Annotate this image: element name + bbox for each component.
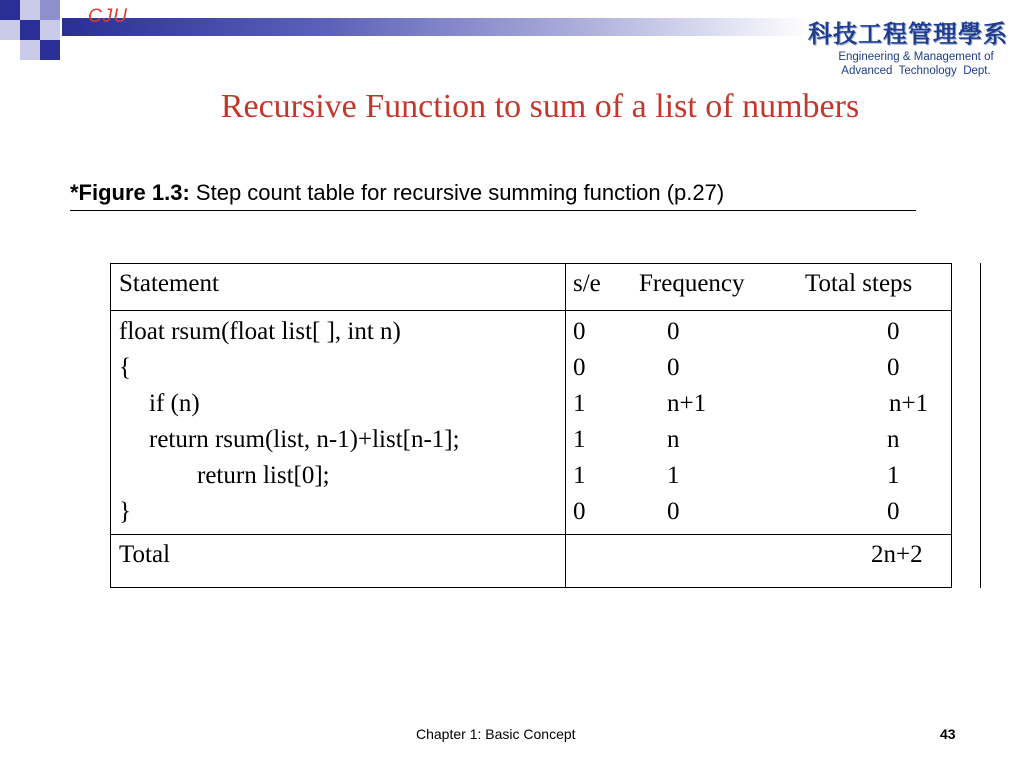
caption-underline — [70, 210, 916, 211]
statement-cell: if (n) — [149, 390, 200, 417]
statement-cell: return list[0]; — [197, 462, 330, 489]
total-steps-cell: n+1 — [889, 390, 929, 417]
caption-label: *Figure 1.3: — [70, 180, 190, 205]
statement-cell: float rsum(float list[ ], int n) — [119, 318, 401, 345]
decor-square — [0, 0, 20, 20]
dept-english-line1: Engineering & Management of — [838, 51, 994, 63]
se-cell: 0 — [573, 354, 586, 381]
decor-square — [20, 20, 40, 40]
total-value: 2n+2 — [871, 541, 923, 568]
frequency-cell: 0 — [667, 354, 680, 381]
statement-cell: } — [119, 498, 131, 525]
frequency-cell: 1 — [667, 462, 680, 489]
header-statement: Statement — [119, 270, 219, 297]
header-se: s/e — [573, 270, 601, 297]
se-cell: 0 — [573, 318, 586, 345]
statement-cell: { — [119, 354, 131, 381]
figure-caption — [70, 180, 724, 206]
statement-cell: return rsum(list, n-1)+list[n-1]; — [149, 426, 460, 453]
se-cell: 1 — [573, 390, 586, 417]
total-steps-cell: n — [887, 426, 900, 453]
frequency-cell: n+1 — [667, 390, 707, 417]
page-number: 43 — [940, 726, 956, 742]
table-row-divider — [111, 534, 951, 535]
table-row-divider — [111, 310, 951, 311]
decor-square — [40, 0, 60, 20]
decor-square — [0, 20, 20, 40]
se-cell: 1 — [573, 426, 586, 453]
header-frequency: Frequency — [639, 270, 745, 297]
decor-square — [40, 40, 60, 60]
frequency-cell: 0 — [667, 318, 680, 345]
table-column-divider — [565, 264, 566, 587]
total-steps-cell: 0 — [887, 354, 900, 381]
step-count-table — [110, 263, 952, 588]
slide-title: Recursive Function to sum of a list of numbers — [220, 88, 860, 125]
total-steps-cell: 0 — [887, 318, 900, 345]
decor-square — [40, 20, 60, 40]
dept-english-line2: Advanced Technology Dept. — [841, 65, 991, 77]
decor-square — [20, 0, 40, 20]
caption-text: Step count table for recursive summing function (p.27) — [189, 180, 725, 205]
footer-chapter: Chapter 1: Basic Concept — [416, 726, 576, 742]
se-cell: 0 — [573, 498, 586, 525]
dept-english-name — [806, 50, 1024, 78]
frequency-cell: n — [667, 426, 680, 453]
header-gradient-bar — [62, 18, 810, 36]
logo-text: CJU — [88, 6, 128, 27]
frequency-cell: 0 — [667, 498, 680, 525]
se-cell: 1 — [573, 462, 586, 489]
total-steps-cell: 0 — [887, 498, 900, 525]
dept-chinese-logo: 科技工程管理學系 — [808, 19, 1008, 48]
decor-square — [20, 40, 40, 60]
table-right-edge — [980, 263, 981, 588]
header-total-steps: Total steps — [805, 270, 913, 297]
total-label: Total — [119, 541, 171, 568]
total-steps-cell: 1 — [887, 462, 900, 489]
